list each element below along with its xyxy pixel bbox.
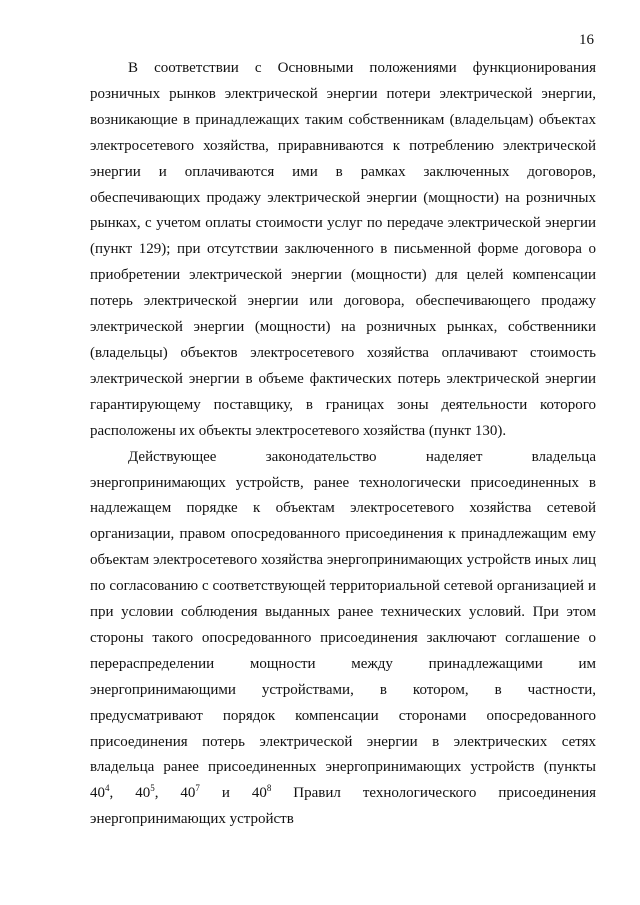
rule-reference-sup: 8 <box>266 783 272 794</box>
paragraph-text-before-refs: Действующее законодательство наделяет владельца энергопринимающих устройств, ранее технологически присоединенных в надлежащем порядке к объектам электросетевого хозяйства сетевой организации, правом опосредованного присоединения к принадлежащим ему объектам электросетевого хозяйства энергопринимающих устройств иных лиц по согласованию с соответствующей территориальной сетевой организацией и при условии соблюдения выданных ранее технических условий. При этом стороны такого опосредованного присоединения заключают соглашение о перераспределении мощности между принадлежащими им энергопринимающими устройствами, в котором, в частности, предусматривают порядок компенсации сторонами опосредованного присоединения потерь электрической энергии в электрических сетях владельца ранее присоединенных энергопринимающих устройств (пункты <box>90 448 596 776</box>
rule-reference: $40^4$ <box>90 783 110 802</box>
document-body <box>90 56 596 833</box>
rule-reference: $40^5$ <box>135 783 155 802</box>
rule-reference-sup: 4 <box>105 783 110 794</box>
rule-reference-sup: 7 <box>195 783 200 794</box>
page-number: 16 <box>579 32 594 48</box>
paragraph-indirect-connection: Действующее законодательство наделяет владельца энергопринимающих устройств, ранее технологически присоединенных в надлежащем порядке к объектам электросетевого хозяйства сетевой организации, правом опосредованного присоединения к принадлежащим ему объектам электросетевого хозяйства энергопринимающих устройств иных лиц по согласованию с соответствующей территориальной сетевой организацией и при условии соблюдения выданных ранее технических условий. При этом стороны такого опосредованного присоединения заключают соглашение о перераспределении мощности между принадлежащими им энергопринимающими устройствами, в котором, в частности, предусматривают порядок компенсации сторонами опосредованного присоединения потерь электрической энергии в электрических сетях владельца ранее присоединенных энергопринимающих устройств (пункты $40^4$, $40^5$, $40^7$ и $40^8$ Правил технологического присоединения энергопринимающих устройств <box>90 448 596 828</box>
rule-reference: $40^8$ <box>251 783 272 802</box>
rule-reference-sup: 5 <box>150 783 155 794</box>
rule-reference: $40^7$ <box>180 783 200 802</box>
paragraph-text-after-refs: Правил технологического присоединения энергопринимающих устройств <box>90 785 596 828</box>
paragraph-losses-payment: В соответствии с Основными положениями функционирования розничных рынков электрической энергии потери электрической энергии, возникающие в принадлежащих таким собственникам (владельцам) объектах электросетевого хозяйства, приравниваются к потреблению электрической энергии и оплачиваются ими в рамках заключенных договоров, обеспечивающих продажу электрической энергии (мощности) на розничных рынках, с учетом оплаты стоимости услуг по передаче электрической энергии (пункт 129); при отсутствии заключенного в письменной форме договора о приобретении электрической энергии (мощности) для целей компенсации потерь электрической энергии или договора, обеспечивающего продажу электрической энергии (мощности) на розничных рынках, собственники (владельцы) объектов электросетевого хозяйства оплачивают стоимость электрической энергии в объеме фактических потерь электрической энергии гарантирующему поставщику, в границах зоны деятельности которого расположены их объекты электросетевого хозяйства (пункт 130). <box>90 60 596 439</box>
